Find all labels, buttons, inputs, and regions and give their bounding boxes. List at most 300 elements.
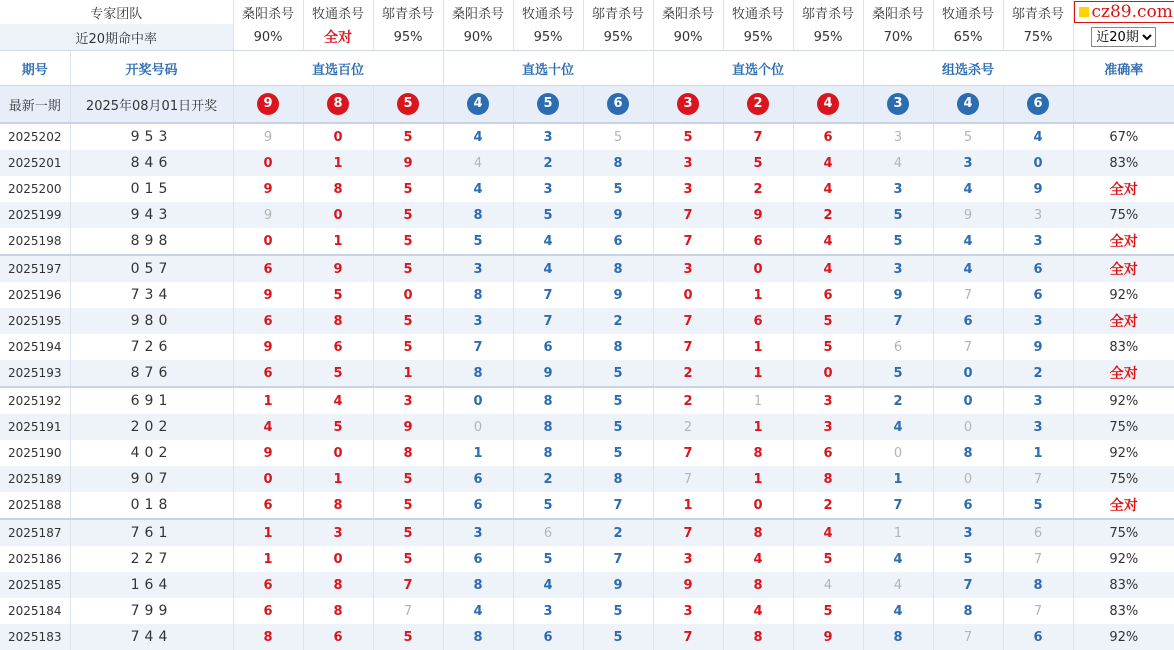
kill-number: 2 (653, 387, 723, 414)
period-cell: 2025183 (0, 624, 70, 650)
kill-number: 7 (863, 308, 933, 334)
kill-number: 4 (933, 176, 1003, 202)
kill-number: 7 (723, 123, 793, 150)
ball: 3 (677, 93, 699, 115)
kill-number: 8 (303, 176, 373, 202)
hit-rate: 全对 (303, 24, 373, 51)
kill-number-miss: 6 (513, 519, 583, 546)
kill-number-miss: 2 (653, 414, 723, 440)
expert-name: 邬青杀号 (793, 0, 863, 24)
latest-date: 2025年08月01日开奖 (70, 86, 233, 124)
kill-number: 4 (513, 572, 583, 598)
table-row (0, 492, 1174, 519)
kill-number: 6 (303, 334, 373, 360)
kill-number: 0 (933, 360, 1003, 387)
kill-number: 6 (443, 466, 513, 492)
draw-number: 744 (130, 629, 173, 645)
kill-number-miss: 3 (863, 123, 933, 150)
kill-number: 7 (653, 334, 723, 360)
draw-number: 761 (130, 525, 173, 541)
kill-number: 0 (303, 123, 373, 150)
kill-number: 5 (443, 228, 513, 255)
draw-cell (70, 414, 233, 440)
kill-number: 4 (1003, 123, 1073, 150)
kill-number: 9 (233, 440, 303, 466)
kill-number: 8 (233, 624, 303, 650)
kill-number: 5 (933, 546, 1003, 572)
draw-cell (70, 228, 233, 255)
kill-number-miss: 0 (863, 440, 933, 466)
draw-cell (70, 202, 233, 228)
table-row (0, 387, 1174, 414)
table-row (0, 228, 1174, 255)
period-cell: 2025185 (0, 572, 70, 598)
hit-rate: 70% (863, 24, 933, 51)
draw-cell (70, 308, 233, 334)
kill-number: 3 (1003, 387, 1073, 414)
kill-number: 0 (303, 546, 373, 572)
kill-number: 7 (653, 440, 723, 466)
latest-acc-empty (1073, 86, 1174, 124)
kill-number: 3 (1003, 228, 1073, 255)
hit-rate-label: 近20期命中率 (0, 24, 233, 51)
kill-number-miss: 0 (933, 466, 1003, 492)
kill-number: 1 (303, 150, 373, 176)
kill-number: 3 (1003, 414, 1073, 440)
kill-number-miss: 7 (1003, 546, 1073, 572)
table-row (0, 334, 1174, 360)
kill-number: 8 (583, 150, 653, 176)
kill-number: 6 (933, 492, 1003, 519)
latest-ball-cell (863, 86, 933, 124)
table-row (0, 572, 1174, 598)
kill-number-miss: 6 (863, 334, 933, 360)
kill-number: 9 (583, 572, 653, 598)
kill-number: 6 (723, 308, 793, 334)
kill-number: 4 (443, 176, 513, 202)
kill-number: 2 (723, 176, 793, 202)
kill-number: 2 (583, 519, 653, 546)
group-units: 直选个位 (653, 51, 863, 86)
kill-number: 3 (443, 308, 513, 334)
expert-name: 桑阳杀号 (233, 0, 303, 24)
expert-name: 牧通杀号 (723, 0, 793, 24)
period-cell: 2025186 (0, 546, 70, 572)
kill-number: 6 (233, 308, 303, 334)
hit-rate: 95% (373, 24, 443, 51)
latest-ball-cell (723, 86, 793, 124)
kill-number: 6 (233, 598, 303, 624)
kill-number: 4 (863, 546, 933, 572)
kill-number: 5 (583, 387, 653, 414)
accuracy-cell: 75% (1073, 414, 1174, 440)
kill-number: 2 (793, 492, 863, 519)
draw-number: 953 (130, 129, 173, 145)
kill-number-miss: 3 (1003, 202, 1073, 228)
latest-ball-cell (583, 86, 653, 124)
kill-number: 6 (443, 546, 513, 572)
kill-number: 9 (793, 624, 863, 650)
latest-row (0, 86, 1174, 124)
kill-number: 1 (303, 466, 373, 492)
kill-number: 8 (373, 440, 443, 466)
period-cell: 2025184 (0, 598, 70, 624)
kill-number-miss: 9 (233, 123, 303, 150)
kill-number: 8 (513, 387, 583, 414)
kill-number: 3 (513, 123, 583, 150)
kill-number: 4 (793, 228, 863, 255)
kill-number: 6 (233, 572, 303, 598)
draw-number: 898 (130, 233, 173, 249)
kill-number: 3 (793, 414, 863, 440)
ball: 8 (327, 93, 349, 115)
kill-number: 9 (233, 334, 303, 360)
accuracy-cell: 全对 (1073, 360, 1174, 387)
kill-number-miss: 7 (1003, 466, 1073, 492)
kill-number: 0 (233, 150, 303, 176)
accuracy-cell: 92% (1073, 387, 1174, 414)
period-cell: 2025194 (0, 334, 70, 360)
kill-number: 7 (583, 546, 653, 572)
period-cell: 2025196 (0, 282, 70, 308)
kill-number: 5 (1003, 492, 1073, 519)
kill-number: 1 (723, 360, 793, 387)
ball: 4 (957, 93, 979, 115)
kill-number: 9 (863, 282, 933, 308)
kill-number: 0 (653, 282, 723, 308)
period-select[interactable] (1091, 27, 1156, 47)
expert-name: 牧通杀号 (933, 0, 1003, 24)
kill-number: 8 (933, 598, 1003, 624)
kill-number: 9 (513, 360, 583, 387)
kill-number: 5 (513, 546, 583, 572)
kill-number: 1 (723, 414, 793, 440)
draw-number: 726 (130, 339, 173, 355)
kill-number: 1 (653, 492, 723, 519)
kill-number-miss: 1 (723, 387, 793, 414)
latest-ball-cell (653, 86, 723, 124)
kill-number: 8 (303, 598, 373, 624)
expert-name: 桑阳杀号 (863, 0, 933, 24)
latest-ball-cell (793, 86, 863, 124)
kill-number: 4 (303, 387, 373, 414)
latest-ball-cell (443, 86, 513, 124)
kill-number: 1 (863, 466, 933, 492)
kill-number: 9 (373, 150, 443, 176)
column-header-row (0, 51, 1174, 86)
accuracy-cell: 全对 (1109, 498, 1138, 514)
draw-cell (70, 255, 233, 282)
group-combo: 组选杀号 (863, 51, 1073, 86)
latest-label: 最新一期 (0, 86, 70, 124)
kill-number: 8 (1003, 572, 1073, 598)
ball: 2 (747, 93, 769, 115)
group-tens: 直选十位 (443, 51, 653, 86)
expert-name: 邬青杀号 (373, 0, 443, 24)
kill-number: 3 (653, 546, 723, 572)
kill-number: 0 (723, 492, 793, 519)
kill-number-miss: 7 (373, 598, 443, 624)
kill-number: 5 (373, 334, 443, 360)
draw-cell (70, 546, 233, 572)
kill-number: 8 (443, 572, 513, 598)
col-period: 期号 (0, 51, 70, 86)
kill-number: 8 (863, 624, 933, 650)
kill-number: 4 (723, 598, 793, 624)
draw-number: 015 (130, 181, 173, 197)
kill-number: 9 (303, 255, 373, 282)
kill-number: 5 (583, 440, 653, 466)
kill-number: 8 (723, 440, 793, 466)
kill-number-miss: 4 (793, 572, 863, 598)
kill-number-miss: 4 (863, 572, 933, 598)
draw-cell (70, 440, 233, 466)
kill-number: 0 (933, 387, 1003, 414)
period-cell: 2025191 (0, 414, 70, 440)
kill-number: 3 (793, 387, 863, 414)
table-row (0, 123, 1174, 150)
kill-number: 9 (653, 572, 723, 598)
kill-number: 7 (443, 334, 513, 360)
latest-ball-cell (233, 86, 303, 124)
kill-number: 5 (373, 123, 443, 150)
draw-cell (70, 282, 233, 308)
accuracy-cell: 92% (1109, 551, 1139, 567)
kill-number: 8 (513, 414, 583, 440)
draw-cell (70, 334, 233, 360)
kill-number: 2 (513, 150, 583, 176)
kill-number: 1 (723, 334, 793, 360)
kill-number: 4 (933, 255, 1003, 282)
period-cell: 2025190 (0, 440, 70, 466)
kill-number: 7 (653, 519, 723, 546)
latest-ball-cell (303, 86, 373, 124)
kill-number: 6 (793, 440, 863, 466)
kill-number: 7 (653, 202, 723, 228)
kill-number: 7 (653, 624, 723, 650)
period-cell: 2025189 (0, 466, 70, 492)
table-row (0, 150, 1174, 176)
kill-number-miss: 4 (443, 150, 513, 176)
latest-ball-cell (513, 86, 583, 124)
kill-number: 7 (933, 572, 1003, 598)
accuracy-cell: 全对 (1109, 182, 1138, 198)
draw-cell (70, 387, 233, 414)
ball: 6 (607, 93, 629, 115)
hit-rate: 65% (933, 24, 1003, 51)
kill-number: 8 (303, 572, 373, 598)
kill-number: 5 (513, 492, 583, 519)
kill-number: 9 (373, 414, 443, 440)
kill-number: 6 (723, 228, 793, 255)
kill-number: 7 (583, 492, 653, 519)
kill-number: 3 (653, 176, 723, 202)
period-cell: 2025198 (0, 228, 70, 255)
kill-number: 3 (653, 255, 723, 282)
draw-number: 799 (130, 603, 173, 619)
kill-number: 6 (513, 624, 583, 650)
kill-number-miss: 4 (863, 150, 933, 176)
kill-number: 8 (723, 624, 793, 650)
accuracy-cell: 92% (1109, 445, 1139, 461)
table-row (0, 624, 1174, 650)
kill-number: 4 (513, 255, 583, 282)
kill-number: 2 (793, 202, 863, 228)
draw-cell (70, 123, 233, 150)
kill-number: 2 (513, 466, 583, 492)
col-draw: 开奖号码 (70, 51, 233, 86)
kill-number: 5 (583, 598, 653, 624)
period-cell: 2025192 (0, 387, 70, 414)
kill-number: 5 (583, 176, 653, 202)
kill-number: 1 (233, 546, 303, 572)
kill-number: 8 (513, 440, 583, 466)
kill-number: 7 (513, 308, 583, 334)
kill-number: 2 (863, 387, 933, 414)
expert-name: 桑阳杀号 (653, 0, 723, 24)
ball: 5 (537, 93, 559, 115)
kill-number: 4 (513, 228, 583, 255)
kill-number: 9 (1003, 334, 1073, 360)
ball: 9 (257, 93, 279, 115)
accuracy-cell: 全对 (1073, 308, 1174, 334)
kill-number: 7 (513, 282, 583, 308)
period-cell: 2025195 (0, 308, 70, 334)
kill-number: 8 (443, 624, 513, 650)
kill-number: 5 (303, 360, 373, 387)
kill-number: 5 (793, 598, 863, 624)
draw-number: 943 (130, 207, 173, 223)
kill-number: 4 (793, 176, 863, 202)
hit-rate: 95% (513, 24, 583, 51)
draw-number: 227 (130, 551, 173, 567)
kill-number: 8 (723, 572, 793, 598)
accuracy-cell: 83% (1109, 603, 1139, 619)
site-logo[interactable] (1073, 0, 1174, 24)
kill-number: 7 (863, 492, 933, 519)
kill-number: 6 (793, 123, 863, 150)
kill-number: 1 (1003, 440, 1073, 466)
kill-number: 8 (583, 334, 653, 360)
logo-text: cz89.com (1091, 2, 1173, 22)
kill-number: 6 (303, 624, 373, 650)
table-row (0, 255, 1174, 282)
table-row (0, 440, 1174, 466)
logo-badge[interactable] (1074, 1, 1174, 23)
kill-number: 5 (513, 202, 583, 228)
draw-cell (70, 492, 233, 519)
kill-number: 7 (653, 308, 723, 334)
draw-number: 202 (130, 419, 173, 435)
draw-number: 691 (130, 393, 173, 409)
kill-number: 6 (1003, 624, 1073, 650)
kill-number-miss: 1 (863, 519, 933, 546)
table-row (0, 414, 1174, 440)
draw-number: 846 (130, 155, 173, 171)
period-cell: 2025188 (0, 492, 70, 519)
draw-number: 734 (130, 287, 173, 303)
kill-number: 2 (653, 360, 723, 387)
kill-number: 0 (303, 440, 373, 466)
kill-number: 5 (583, 360, 653, 387)
period-cell: 2025197 (0, 255, 70, 282)
kill-number: 5 (373, 228, 443, 255)
kill-number-miss: 7 (933, 282, 1003, 308)
kill-number: 6 (1003, 255, 1073, 282)
logo-square-icon (1079, 7, 1089, 17)
kill-number: 0 (723, 255, 793, 282)
period-cell: 2025193 (0, 360, 70, 387)
kill-number-miss: 5 (933, 123, 1003, 150)
kill-number-miss: 7 (653, 466, 723, 492)
kill-number: 5 (373, 466, 443, 492)
period-cell: 2025199 (0, 202, 70, 228)
hit-rate: 95% (793, 24, 863, 51)
draw-cell (70, 572, 233, 598)
ball: 3 (887, 93, 909, 115)
kill-number: 5 (373, 624, 443, 650)
kill-number: 9 (233, 282, 303, 308)
kill-number: 5 (373, 308, 443, 334)
draw-number: 018 (130, 497, 173, 513)
kill-number: 5 (373, 546, 443, 572)
draw-cell (70, 598, 233, 624)
kill-number: 8 (443, 202, 513, 228)
draw-cell (70, 466, 233, 492)
kill-number: 1 (723, 282, 793, 308)
table-row (0, 202, 1174, 228)
table-row (0, 598, 1174, 624)
kill-number: 5 (583, 624, 653, 650)
accuracy-cell: 全对 (1109, 234, 1138, 250)
kill-number: 6 (793, 282, 863, 308)
draw-number: 907 (130, 471, 173, 487)
accuracy-cell: 67% (1109, 129, 1139, 145)
draw-cell (70, 624, 233, 650)
period-cell: 2025200 (0, 176, 70, 202)
kill-number: 8 (793, 466, 863, 492)
kill-number: 8 (933, 440, 1003, 466)
kill-number: 3 (513, 598, 583, 624)
kill-number: 9 (583, 282, 653, 308)
kill-number: 0 (233, 466, 303, 492)
kill-number: 6 (513, 334, 583, 360)
kill-number: 6 (443, 492, 513, 519)
latest-ball-cell (1003, 86, 1073, 124)
kill-number: 4 (793, 150, 863, 176)
expert-name: 桑阳杀号 (443, 0, 513, 24)
draw-cell (70, 150, 233, 176)
latest-ball-cell (373, 86, 443, 124)
kill-number: 5 (373, 176, 443, 202)
table-row (0, 282, 1174, 308)
kill-number: 4 (443, 598, 513, 624)
table-row (0, 466, 1174, 492)
kill-number: 3 (933, 519, 1003, 546)
kill-number: 1 (303, 228, 373, 255)
kill-number-miss: 9 (933, 202, 1003, 228)
kill-number: 5 (863, 228, 933, 255)
kill-number: 5 (863, 202, 933, 228)
period-select-cell (1073, 24, 1174, 51)
kill-number: 5 (303, 282, 373, 308)
expert-name: 牧通杀号 (513, 0, 583, 24)
kill-number-miss: 9 (233, 202, 303, 228)
table-row (0, 360, 1174, 387)
kill-number: 1 (373, 360, 443, 387)
hit-rate: 90% (233, 24, 303, 51)
kill-number: 9 (723, 202, 793, 228)
